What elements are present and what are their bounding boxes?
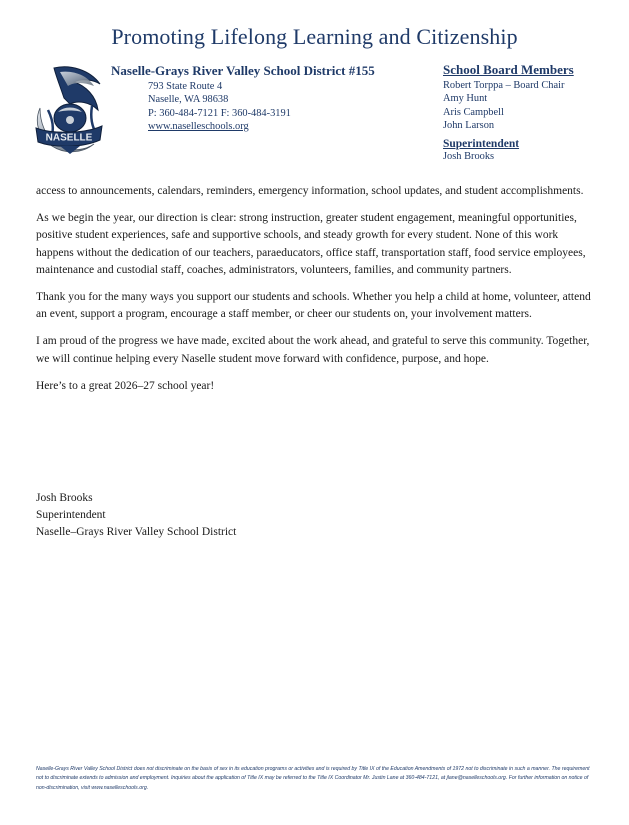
signature-organization: Naselle–Grays River Valley School District: [36, 526, 237, 539]
letter-paragraph: Thank you for the many ways you support our students and schools. Whether you help a child at home, volunteer, attend an event, support a program, encourage a staff member, or cheer our students on, your involvement matters.: [36, 291, 591, 321]
logo-text: NASELLE: [45, 132, 93, 144]
letter-paragraph: access to announcements, calendars, reminders, emergency information, school updates, and student accomplishments.: [36, 185, 584, 197]
signature-name: Josh Brooks: [36, 492, 93, 504]
letter-paragraph: I am proud of the progress we have made, excited about the work ahead, and grateful to serve this community. Together, we will continue helping every Naselle student move forward with confidence, purpose, and hope.: [36, 335, 590, 365]
website-link[interactable]: www.naselleschools.org: [148, 120, 249, 132]
naselle-comets-logo: [30, 62, 106, 156]
superintendent-heading: Superintendent: [443, 138, 520, 151]
address-phone-fax: P: 360-484-7121 F: 360-484-3191: [148, 107, 291, 119]
board-members-block: [443, 62, 574, 163]
address-city: Naselle, WA 98638: [148, 94, 229, 106]
letter-body: [36, 183, 596, 405]
board-member: Robert Torppa – Board Chair: [443, 80, 565, 91]
district-name: Naselle-Grays River Valley School District #155: [111, 63, 375, 78]
board-member: Aris Campbell: [443, 106, 504, 118]
letter-paragraph: Here’s to a great 2026–27 school year!: [36, 379, 215, 392]
nondiscrimination-footer: Naselle-Grays River Valley School District does not discriminate on the basis of sex in its education programs or activities and is required by Title IX of the Education Amendments of 1972 not to discriminate in such a manner. The requirement not to discriminate extends to admission and employment. Inquiries about the application of Title IX may be referred to the Title IX Coordinator Mr. Justin Lane at 360-484-7121, at jlane@naselleschools.org. For further information on notice of non-discrimination, visit www.naselleschools.org.: [36, 766, 590, 791]
letter-paragraph: As we begin the year, our direction is clear: strong instruction, greater student engagement, meaningful opportunities, positive student experiences, safe and supportive schools, and steady growth for every student. None of this work happens without the dedication of our teachers, paraeducators, office staff, transportation staff, food service employees, maintenance and custodial staff, coaches, administrators, volunteers, families, and community partners.: [36, 212, 586, 276]
district-address: [148, 80, 291, 133]
board-heading: School Board Members: [443, 62, 574, 77]
superintendent-name: Josh Brooks: [443, 151, 495, 163]
board-member: Amy Hunt: [443, 93, 488, 105]
signature-block: [36, 490, 236, 542]
board-member: John Larson: [443, 119, 495, 131]
signature-title: Superintendent: [36, 509, 106, 522]
letterhead-motto: Promoting Lifelong Learning and Citizenship: [111, 24, 518, 49]
address-street: 793 State Route 4: [148, 81, 223, 92]
